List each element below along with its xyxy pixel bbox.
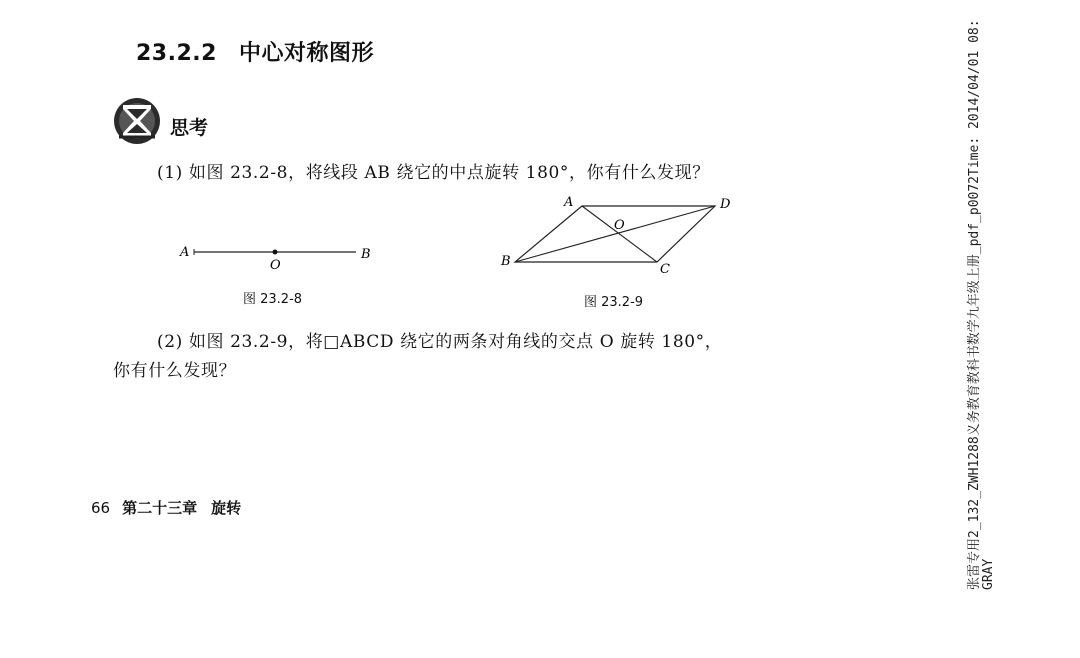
fig1-label-o: O [270, 258, 281, 273]
figure-caption-23-2-8: 图 23.2-8 [243, 292, 303, 307]
fig2-label-b: B [501, 254, 511, 269]
page-number: 66 [91, 499, 111, 517]
fig2-label-o: O [614, 218, 625, 233]
question-1: (1) 如图 23.2-8，将线段 AB 绕它的中点旋转 180°，你有什么发现？ [157, 163, 710, 183]
page-footer [91, 497, 241, 518]
figure-caption-23-2-9: 图 23.2-9 [584, 295, 644, 310]
fig1-label-a: A [180, 245, 190, 260]
figure-23-2-9 [500, 195, 731, 277]
chapter-name: 第二十三章 [122, 499, 198, 517]
think-label: 思考 [170, 117, 209, 139]
fig2-label-a: A [564, 195, 574, 210]
section-number: 23.2.2 [136, 41, 217, 66]
section-title: 中心对称图形 [238, 41, 374, 66]
stamp-line-2: GRAY [981, 558, 996, 590]
section-heading [136, 36, 374, 67]
figure-23-2-8 [179, 245, 371, 273]
question-2-line-1: (2) 如图 23.2-9，将□ABCD 绕它的两条对角线的交点 O 旋转 180°， [157, 332, 723, 352]
chapter-topic: 旋转 [211, 499, 242, 517]
fig1-label-b: B [361, 247, 371, 262]
think-icon [113, 97, 161, 145]
question-2-line-2: 你有什么发现？ [113, 361, 237, 381]
fig2-label-d: D [720, 197, 731, 212]
figures-area [170, 190, 810, 280]
stamp-line-1: 张雷专用2_132_ZWH1288义务教育教科书数学九年级上册_pdf_p0072Time: 2014/04/01 08: [967, 19, 982, 590]
fig2-label-c: C [660, 262, 670, 277]
side-watermark-stamp [968, 19, 996, 590]
